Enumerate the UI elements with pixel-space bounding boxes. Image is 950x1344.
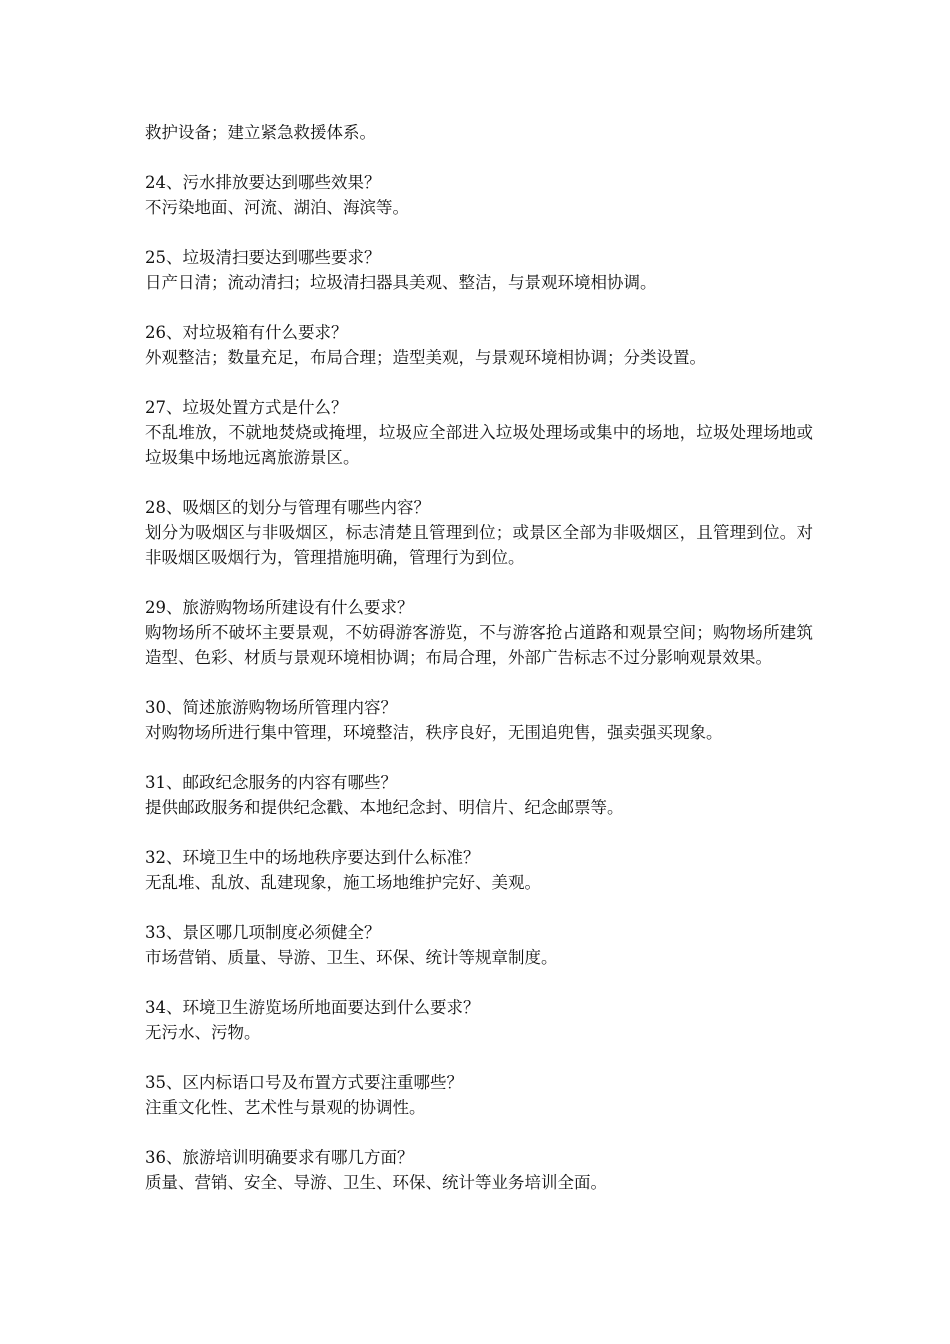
question-30: 30、简述旅游购物场所管理内容？ (145, 698, 397, 717)
answer-34: 无污水、污物。 (145, 1023, 261, 1042)
answer-28: 划分为吸烟区与非吸烟区，标志清楚且管理到位；或景区全部为非吸烟区，且管理到位。对非吸烟区吸烟行为，管理措施明确，管理行为到位。 (145, 523, 813, 567)
question-29: 29、旅游购物场所建设有什么要求？ (145, 598, 414, 617)
answer-32: 无乱堆、乱放、乱建现象，施工场地维护完好、美观。 (145, 873, 541, 892)
answer-27: 不乱堆放，不就地焚烧或掩埋，垃圾应全部进入垃圾处理场或集中的场地，垃圾处理场地或垃圾集中场地远离旅游景区。 (145, 423, 813, 467)
question-35: 35、区内标语口号及布置方式要注重哪些？ (145, 1073, 463, 1092)
question-33: 33、景区哪几项制度必须健全？ (145, 923, 381, 942)
answer-31: 提供邮政服务和提供纪念戳、本地纪念封、明信片、纪念邮票等。 (145, 798, 624, 817)
qa-item-25 (145, 245, 813, 295)
qa-item-26 (145, 320, 813, 370)
intro-line: 救护设备；建立紧急救援体系。 (145, 123, 376, 142)
question-28: 28、吸烟区的划分与管理有哪些内容？ (145, 498, 430, 517)
question-32: 32、环境卫生中的场地秩序要达到什么标准？ (145, 848, 480, 867)
answer-24: 不污染地面、河流、湖泊、海滨等。 (145, 198, 409, 217)
answer-35: 注重文化性、艺术性与景观的协调性。 (145, 1098, 426, 1117)
qa-item-31 (145, 770, 813, 820)
qa-item-30 (145, 695, 813, 745)
question-31: 31、邮政纪念服务的内容有哪些？ (145, 773, 397, 792)
question-36: 36、旅游培训明确要求有哪几方面？ (145, 1148, 414, 1167)
qa-item-34 (145, 995, 813, 1045)
question-24: 24、污水排放要达到哪些效果？ (145, 173, 381, 192)
answer-36: 质量、营销、安全、导游、卫生、环保、统计等业务培训全面。 (145, 1173, 607, 1192)
qa-item-24 (145, 170, 813, 220)
question-26: 26、对垃圾箱有什么要求？ (145, 323, 348, 342)
document-body (145, 120, 813, 1195)
qa-item-29 (145, 595, 813, 670)
qa-item-36 (145, 1145, 813, 1195)
qa-item-27 (145, 395, 813, 470)
qa-item-33 (145, 920, 813, 970)
qa-item-32 (145, 845, 813, 895)
answer-30: 对购物场所进行集中管理，环境整洁，秩序良好，无围追兜售，强卖强买现象。 (145, 723, 723, 742)
qa-item-35 (145, 1070, 813, 1120)
question-34: 34、环境卫生游览场所地面要达到什么要求？ (145, 998, 480, 1017)
answer-29: 购物场所不破坏主要景观，不妨碍游客游览，不与游客抢占道路和观景空间；购物场所建筑造型、色彩、材质与景观环境相协调；布局合理，外部广告标志不过分影响观景效果。 (145, 623, 813, 667)
question-27: 27、垃圾处置方式是什么？ (145, 398, 348, 417)
qa-item-28 (145, 495, 813, 570)
answer-33: 市场营销、质量、导游、卫生、环保、统计等规章制度。 (145, 948, 558, 967)
question-25: 25、垃圾清扫要达到哪些要求？ (145, 248, 381, 267)
answer-25: 日产日清；流动清扫；垃圾清扫器具美观、整洁，与景观环境相协调。 (145, 273, 657, 292)
answer-26: 外观整洁；数量充足，布局合理；造型美观，与景观环境相协调；分类设置。 (145, 348, 706, 367)
